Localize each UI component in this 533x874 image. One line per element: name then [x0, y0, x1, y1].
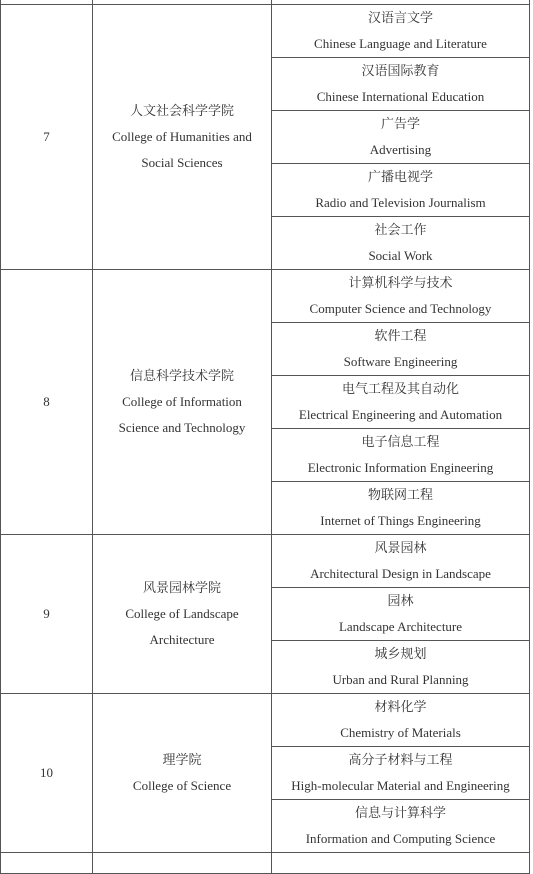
- row-number-text: 7: [43, 129, 50, 144]
- table-row-bottom-partial: [1, 853, 530, 874]
- major-name-en: Software Engineering: [343, 354, 458, 369]
- major-name-en: Computer Science and Technology: [309, 301, 492, 316]
- major-name-cn: 园林: [387, 593, 414, 608]
- row-number: [1, 5, 93, 270]
- major-name-en: Architectural Design in Landscape: [310, 566, 491, 581]
- major-name-en: Chinese International Education: [316, 89, 485, 104]
- college-cell: [93, 270, 272, 535]
- major-cell: [272, 323, 530, 376]
- major-name-en: Landscape Architecture: [338, 619, 463, 634]
- table-row: [1, 5, 530, 58]
- table-row: [1, 270, 530, 323]
- major-cell: [272, 747, 530, 800]
- major-cell: [272, 270, 530, 323]
- major-cell: [272, 111, 530, 164]
- major-name-cn: 信息与计算科学: [354, 805, 446, 820]
- major-name-cn: 社会工作: [374, 222, 427, 237]
- major-cell: [272, 694, 530, 747]
- major-name-cn: 汉语国际教育: [361, 63, 440, 78]
- major-cell: [272, 58, 530, 111]
- major-name-cn: 材料化学: [374, 699, 427, 714]
- major-cell: [272, 800, 530, 853]
- row-number: [1, 535, 93, 694]
- table-cell: [93, 853, 272, 874]
- major-name-en: Internet of Things Engineering: [320, 513, 481, 528]
- major-cell: [272, 217, 530, 270]
- major-name-cn: 风景园林: [374, 540, 427, 555]
- major-name-cn: 物联网工程: [367, 487, 433, 502]
- major-cell: [272, 641, 530, 694]
- major-name-cn: 广播电视学: [367, 169, 433, 184]
- major-cell: [272, 588, 530, 641]
- major-name-en: High-molecular Material and Engineering: [291, 778, 510, 793]
- college-name-en: Science and Technology: [118, 420, 246, 435]
- college-name-cn: 人文社会科学学院: [129, 103, 234, 118]
- major-name-en: Urban and Rural Planning: [332, 672, 469, 687]
- table-cell: [272, 853, 530, 874]
- college-name-en: Architecture: [149, 632, 215, 647]
- table-cell: [1, 853, 93, 874]
- college-cell: [93, 694, 272, 853]
- row-number: [1, 694, 93, 853]
- row-number-text: 10: [40, 765, 53, 780]
- college-name-en: College of Humanities and: [112, 129, 252, 144]
- major-name-cn: 计算机科学与技术: [348, 275, 453, 290]
- college-cell: [93, 535, 272, 694]
- major-name-en: Electrical Engineering and Automation: [298, 407, 503, 422]
- major-cell: [272, 5, 530, 58]
- college-name-cn: 信息科学技术学院: [129, 368, 234, 383]
- major-cell: [272, 535, 530, 588]
- row-number: [1, 270, 93, 535]
- major-name-cn: 城乡规划: [374, 646, 427, 661]
- major-cell: [272, 429, 530, 482]
- row-number-text: 9: [43, 606, 50, 621]
- major-name-cn: 电子信息工程: [361, 434, 440, 449]
- major-name-en: Chinese Language and Literature: [314, 36, 487, 51]
- major-name-en: Advertising: [369, 142, 432, 157]
- major-name-en: Social Work: [368, 248, 433, 263]
- major-name-cn: 广告学: [380, 116, 420, 131]
- table-row: [1, 535, 530, 588]
- college-name-cn: 风景园林学院: [142, 580, 221, 595]
- college-name-en: College of Landscape: [125, 606, 239, 621]
- major-name-cn: 电气工程及其自动化: [341, 381, 459, 396]
- major-name-en: Radio and Television Journalism: [315, 195, 486, 210]
- major-cell: [272, 164, 530, 217]
- major-name-cn: 汉语言文学: [367, 10, 433, 25]
- major-name-cn: 高分子材料与工程: [348, 752, 453, 767]
- major-cell: [272, 482, 530, 535]
- college-name-en: College of Science: [132, 778, 232, 793]
- college-name-en: Social Sciences: [141, 155, 223, 170]
- major-cell: [272, 376, 530, 429]
- major-name-en: Electronic Information Engineering: [307, 460, 494, 475]
- major-name-en: Information and Computing Science: [305, 831, 496, 846]
- major-name-cn: 软件工程: [374, 328, 427, 343]
- college-name-en: College of Information: [122, 394, 242, 409]
- major-name-en: Chemistry of Materials: [340, 725, 461, 740]
- college-cell: [93, 5, 272, 270]
- row-number-text: 8: [43, 394, 50, 409]
- college-name-cn: 理学院: [162, 752, 202, 767]
- table-row: [1, 694, 530, 747]
